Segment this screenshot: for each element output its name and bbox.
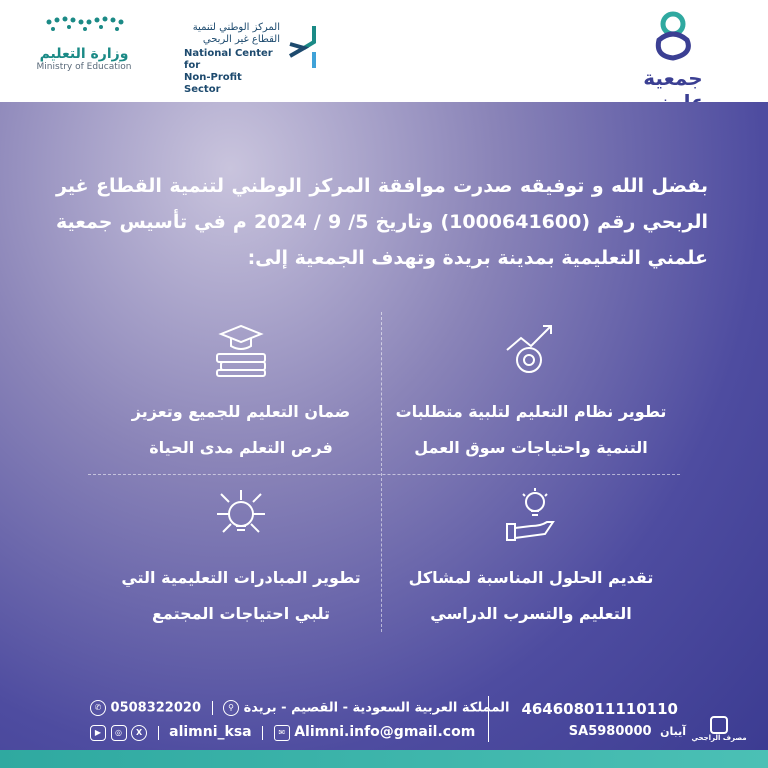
goal-item — [96, 486, 386, 632]
youtube-icon[interactable]: ▶ — [90, 725, 106, 741]
ncnp-en-line1: National Center for — [184, 48, 273, 71]
moe-en-name: Ministry of Education — [36, 62, 132, 72]
hand-lightbulb-icon — [501, 486, 561, 546]
goal-line1: تقديم الحلول المناسبة لمشاكل — [408, 568, 654, 587]
footer-bank-row — [521, 700, 678, 718]
x-icon[interactable]: X — [131, 725, 147, 741]
iban-value: SA5980000 — [568, 724, 652, 739]
ncnp-ar-line1: المركز الوطني لتنمية — [192, 22, 280, 33]
iban-label: آيبان — [660, 725, 686, 738]
intro-text: بفضل الله و توفيقه صدرت موافقة المركز الوطني لتنمية القطاع غير الربحي رقم (1000641600) وتاريخ 5/ 9 / 2024 م في تأسيس جمعية علمني التعليمية بمدينة بريدة وتهدف الجمعية إلى: — [56, 175, 708, 269]
goal-line2: تلبي احتياجات المجتمع — [151, 604, 331, 623]
goal-item — [96, 320, 386, 466]
ncnp-ar-line2: القطاع غير الربحي — [202, 34, 280, 45]
ncnp-mark-icon — [284, 22, 324, 72]
header — [0, 0, 768, 102]
instagram-icon[interactable]: ◎ — [111, 725, 127, 741]
phone-number[interactable]: 0508322020 — [110, 700, 201, 716]
email-icon[interactable]: ✉ — [274, 725, 290, 741]
divider-horizontal — [88, 474, 680, 475]
lightbulb-network-icon — [211, 486, 271, 546]
moe-logo — [24, 16, 144, 72]
account-number: 464608011110110 — [521, 700, 678, 718]
goal-item — [386, 486, 676, 632]
footer-contact-row — [90, 700, 509, 716]
alimni-mark-icon — [649, 10, 697, 62]
goal-line2: التنمية واحتياجات سوق العمل — [414, 438, 648, 457]
separator — [262, 726, 263, 740]
goal-line1: تطوير المبادرات التعليمية التي — [121, 568, 361, 587]
location-icon: ⚲ — [223, 700, 239, 716]
whatsapp-icon[interactable]: ✆ — [90, 700, 106, 716]
moe-ar-name: وزارة التعليم — [39, 46, 129, 62]
brand-title: جمعية — [643, 66, 703, 90]
ncnp-logo — [184, 22, 324, 96]
moe-mark-icon — [24, 16, 144, 42]
email-address[interactable]: Alimni.info@gmail.com — [294, 724, 476, 740]
goal-line1: ضمان التعليم للجميع وتعزيز — [131, 402, 351, 421]
bank-name: مصرف الراجحي — [691, 734, 747, 742]
location-text: المملكة العربية السعودية - القصيم - بريدة — [243, 700, 510, 716]
footer-social-row — [90, 724, 475, 741]
goal-line2: فرص التعلم مدى الحياة — [149, 438, 333, 457]
separator — [212, 701, 213, 715]
ncnp-en-line2: Non-Profit Sector — [184, 72, 242, 95]
goal-item — [386, 320, 676, 466]
growth-gear-icon — [501, 320, 561, 380]
bank-logo — [690, 716, 748, 743]
footer-iban-row — [569, 724, 686, 739]
graduation-books-icon — [211, 320, 271, 380]
goal-line2: التعليم والتسرب الدراسي — [430, 604, 632, 623]
bank-logo-icon — [710, 716, 728, 734]
goal-line1: تطوير نظام التعليم لتلبية متطلبات — [395, 402, 667, 421]
separator — [158, 726, 159, 740]
alimni-logo — [618, 10, 728, 114]
social-handle[interactable]: alimni_ksa — [169, 724, 252, 740]
